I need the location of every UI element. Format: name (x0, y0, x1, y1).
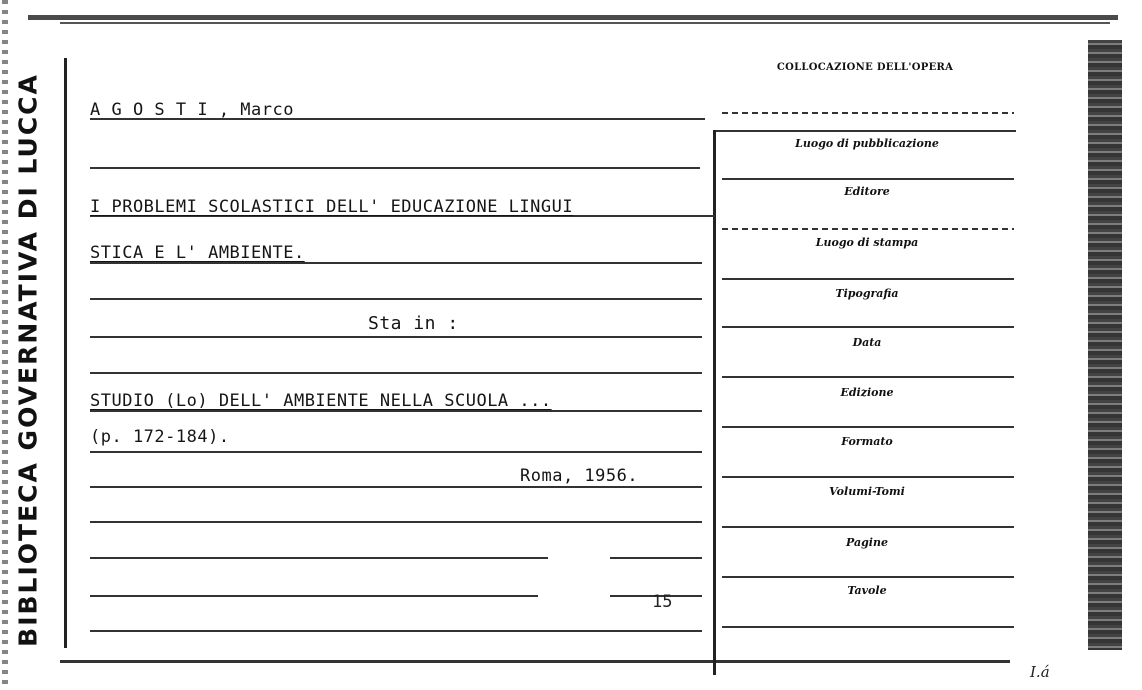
rule-line (722, 278, 1014, 280)
field-label-luogo-pubblicazione: Luogo di pubblicazione (795, 137, 939, 150)
collocation-header: COLLOCAZIONE DELL'OPERA (776, 62, 954, 73)
rule-line (90, 451, 702, 453)
field-label-edizione: Edizione (840, 386, 894, 399)
rule-line (90, 630, 702, 632)
field-label-formato: Formato (841, 435, 893, 448)
library-stamp-text: BIBLIOTECA GOVERNATIVA DI LUCCA (13, 73, 43, 647)
rule-line (722, 576, 1014, 578)
left-margin-line (64, 58, 67, 648)
corner-mark: I.á (1030, 663, 1050, 681)
title-line-1: I PROBLEMI SCOLASTICI DELL' EDUCAZIONE LINGUI (90, 197, 574, 217)
column-divider (713, 130, 716, 675)
rule-line (90, 298, 702, 300)
card-top-edge (28, 15, 1118, 20)
rule-line (722, 376, 1014, 378)
rule-line (716, 130, 1016, 132)
field-label-pagine: Pagine (846, 536, 888, 549)
field-label-tipografia: Tipografia (835, 287, 899, 300)
rule-line (722, 476, 1014, 478)
source-line-1: STUDIO (Lo) DELL' AMBIENTE NELLA SCUOLA ... (90, 391, 552, 411)
field-label-tavole: Tavole (847, 584, 887, 597)
rule-line (722, 178, 1014, 180)
rule-line (90, 167, 700, 169)
card-bottom-edge (60, 660, 1010, 663)
rule-line (90, 486, 702, 488)
card-left-edge (2, 0, 8, 690)
rule-line (722, 626, 1014, 628)
handwritten-number: 15 (652, 592, 673, 612)
rule-line (722, 326, 1014, 328)
library-stamp (12, 40, 44, 680)
rule-line (90, 336, 702, 338)
rule-line (90, 372, 702, 374)
card-right-edge (1088, 40, 1122, 650)
place-date: Roma, 1956. (520, 466, 639, 486)
source-line-2: (p. 172-184). (90, 427, 230, 447)
rule-line (610, 557, 702, 559)
field-label-data: Data (852, 336, 882, 349)
field-label-luogo-stampa: Luogo di stampa (815, 236, 919, 249)
field-label-volumi-tomi: Volumi-Tomi (829, 485, 905, 498)
card-top-edge-line (60, 22, 1110, 24)
rule-line (722, 426, 1014, 428)
rule-line (722, 112, 1014, 114)
rule-line (722, 526, 1014, 528)
rule-line (722, 228, 1014, 230)
rule-line (90, 557, 548, 559)
author-name: A G O S T I , Marco (90, 100, 294, 120)
rule-line (90, 521, 702, 523)
title-line-2: STICA E L' AMBIENTE. (90, 243, 305, 263)
rule-line (90, 595, 538, 597)
field-label-editore: Editore (844, 185, 890, 198)
sta-in-label: Sta in : (368, 313, 459, 334)
